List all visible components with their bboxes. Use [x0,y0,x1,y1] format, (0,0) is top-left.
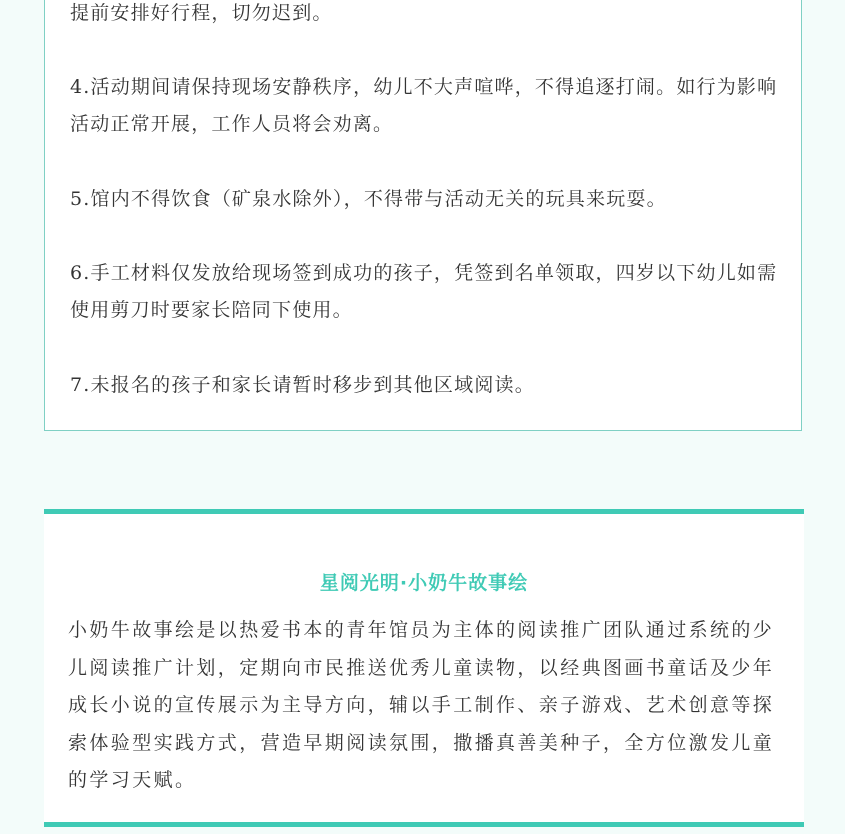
rule-number: 5. [70,188,91,210]
rule-item-5 [70,181,786,218]
section-title: 星阅光明·小奶牛故事绘 [319,572,529,594]
rule-text: 馆内不得饮食（矿泉水除外），不得带与活动无关的玩具来玩耍。 [90,188,667,210]
rule-text: 手工材料仅发放给现场签到成功的孩子，凭签到名单领取，四岁以下幼儿如需使用剪刀时要家长陪同下使用。 [70,262,778,321]
rule-text: 提前安排好行程，切勿迟到。 [70,2,333,24]
rule-item-7 [70,367,786,404]
intro-paragraph: 小奶牛故事绘是以热爱书本的青年馆员为主体的阅读推广团队通过系统的少儿阅读推广计划，定期向市民推送优秀儿童读物，以经典图画书童话及少年成长小说的宣传展示为主导方向，辅以手工制作、亲子游戏、艺术创意等探索体验型实践方式，营造早期阅读氛围，撒播真善美种子，全方位激发儿童的学习天赋。 [68,619,775,791]
rule-text: 活动期间请保持现场安静秩序，幼儿不大声喧哗，不得追逐打闹。如行为影响活动正常开展，工作人员将会劝离。 [70,76,778,135]
rules-card [44,0,802,431]
intro-card [44,509,804,827]
rule-text: 未报名的孩子和家长请暂时移步到其他区域阅读。 [90,374,535,396]
rule-item-3-continued [70,0,786,32]
rule-number: 4. [70,76,91,98]
rule-item-4 [70,69,786,143]
rule-item-6 [70,255,786,329]
rule-number: 6. [70,262,91,284]
rule-number: 7. [70,374,91,396]
